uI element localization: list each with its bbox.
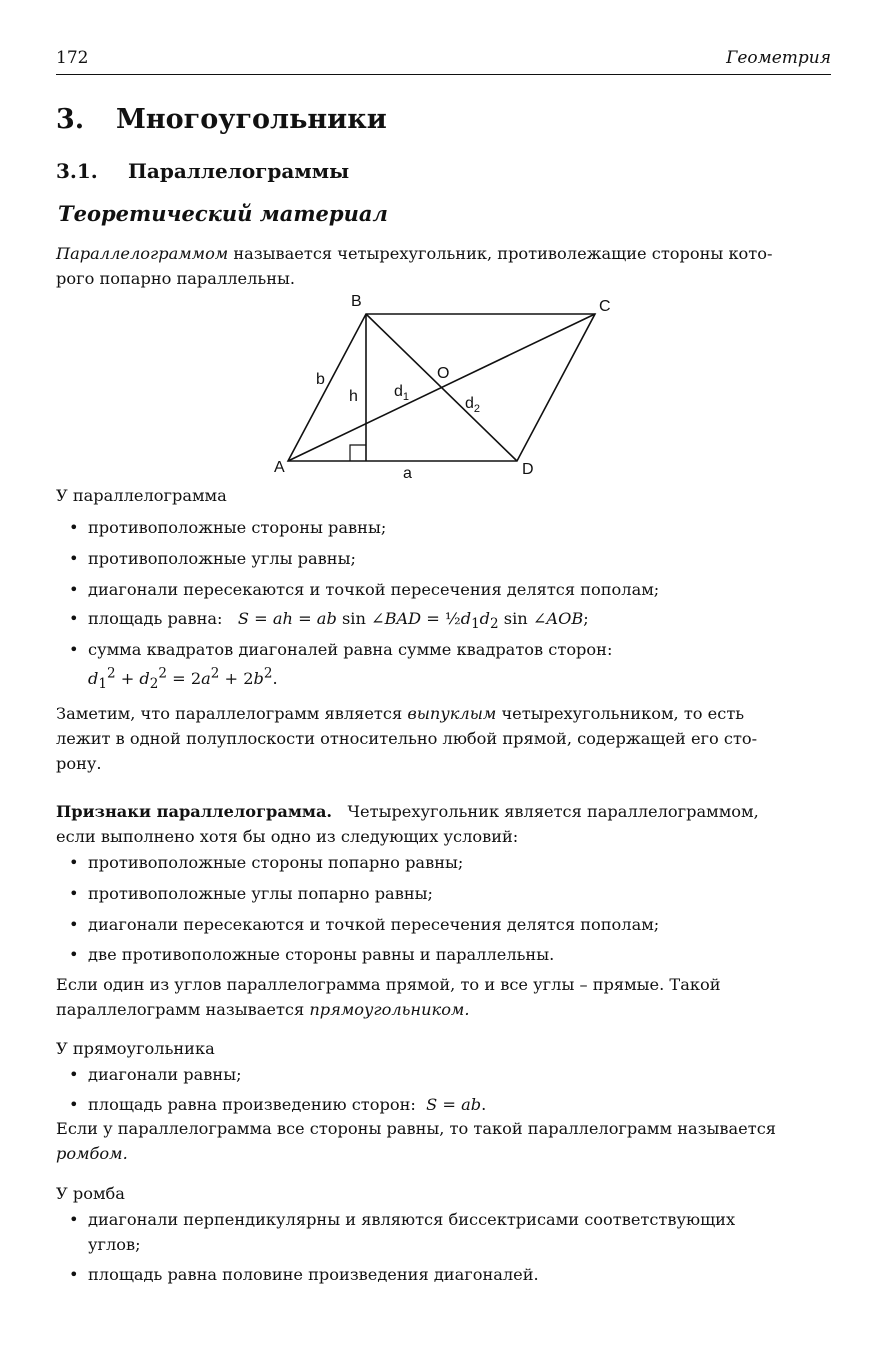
rectangle-property: • диагонали равны; xyxy=(88,1062,831,1087)
convexity-paragraph: Заметим, что параллелограмм является выпуклым четырехугольником, то есть лежит в одной полуплоскости относительно любой прямой, содержащей его сто- рону. xyxy=(56,704,758,773)
section-heading xyxy=(56,159,349,183)
definition-paragraph: Параллелограммом называется четырехугольник, противолежащие стороны кото- рого попарно параллельны. xyxy=(56,244,773,288)
rectangle-property-area: • площадь равна произведению сторон: S = ab. xyxy=(88,1092,831,1117)
rectangle-intro: У прямоугольника xyxy=(56,1039,215,1058)
parallelogram-diagram xyxy=(270,293,620,488)
property-item: • диагонали пересекаются и точкой пересечения делятся пополам; xyxy=(88,577,831,602)
label-a: a xyxy=(403,465,412,482)
label-d2: $d_2$ xyxy=(465,395,481,416)
right-angle-mark xyxy=(350,445,366,461)
criterion-item: • диагонали пересекаются и точкой пересечения делятся пополам; xyxy=(88,912,831,937)
label-h: h xyxy=(349,388,358,405)
label-O: O xyxy=(437,365,450,382)
rhombus-paragraph: Если у параллелограмма все стороны равны, то такой параллелограмм называется ромбом. xyxy=(56,1119,776,1163)
chapter-number: 3. xyxy=(56,104,85,135)
property-item: • противоположные стороны равны; xyxy=(88,515,831,540)
criterion-item: • две противоположные стороны равны и параллельны. xyxy=(88,942,831,967)
diagonal-d2 xyxy=(366,314,517,461)
label-d1: $d_1$ xyxy=(394,383,410,404)
label-B: B xyxy=(351,293,362,310)
area-formula: S xyxy=(237,609,249,628)
running-head xyxy=(56,46,831,75)
label-D: D xyxy=(522,461,534,478)
property-item-diagonals: • сумма квадратов диагоналей равна сумме квадратов сторон: $d_1^2 + d_2^2 = 2a^2 + 2b^2$. xyxy=(88,637,831,698)
property-item: • противоположные углы равны; xyxy=(88,546,831,571)
rhombus-property: • диагонали перпендикулярны и являются биссектрисами соответствующих углов; xyxy=(88,1207,831,1257)
diagonals-formula: $d_1^2 + d_2^2 = 2a^2 + 2b^2$. xyxy=(88,666,278,693)
rhombus-property: • площадь равна половине произведения диагоналей. xyxy=(88,1262,831,1287)
running-title: Геометрия xyxy=(726,48,831,68)
rectangle-paragraph: Если один из углов параллелограмма прямой, то и все углы – прямые. Такой параллелограмм называется прямоугольником. xyxy=(56,975,721,1019)
label-A: A xyxy=(274,459,285,476)
section-title: Параллелограммы xyxy=(128,159,350,183)
criterion-item: • противоположные углы попарно равны; xyxy=(88,881,831,906)
criteria-title: Признаки параллелограмма. xyxy=(56,802,333,821)
chapter-heading xyxy=(56,104,387,135)
definition-term: Параллелограммом xyxy=(56,244,229,263)
criteria-paragraph: Признаки параллелограмма. Четырехугольник является параллелограммом, если выполнено хотя бы одно из следующих условий: xyxy=(56,802,759,846)
rhombus-intro: У ромба xyxy=(56,1184,125,1203)
subsection-heading: Теоретический материал xyxy=(58,201,388,226)
chapter-title: Многоугольники xyxy=(116,104,387,135)
parallelogram-figure xyxy=(270,293,620,488)
page-number: 172 xyxy=(56,48,89,68)
criterion-item: • противоположные стороны попарно равны; xyxy=(88,850,831,875)
label-b: b xyxy=(316,371,325,388)
section-number: 3.1. xyxy=(56,159,98,183)
property-item-area: • площадь равна: S = ah = ab sin ∠BAD = $\frac{1}{2}d_1d_2$ sin ∠AOB; xyxy=(88,606,831,637)
label-C: C xyxy=(599,298,611,315)
properties-intro: У параллелограмма xyxy=(56,486,227,505)
